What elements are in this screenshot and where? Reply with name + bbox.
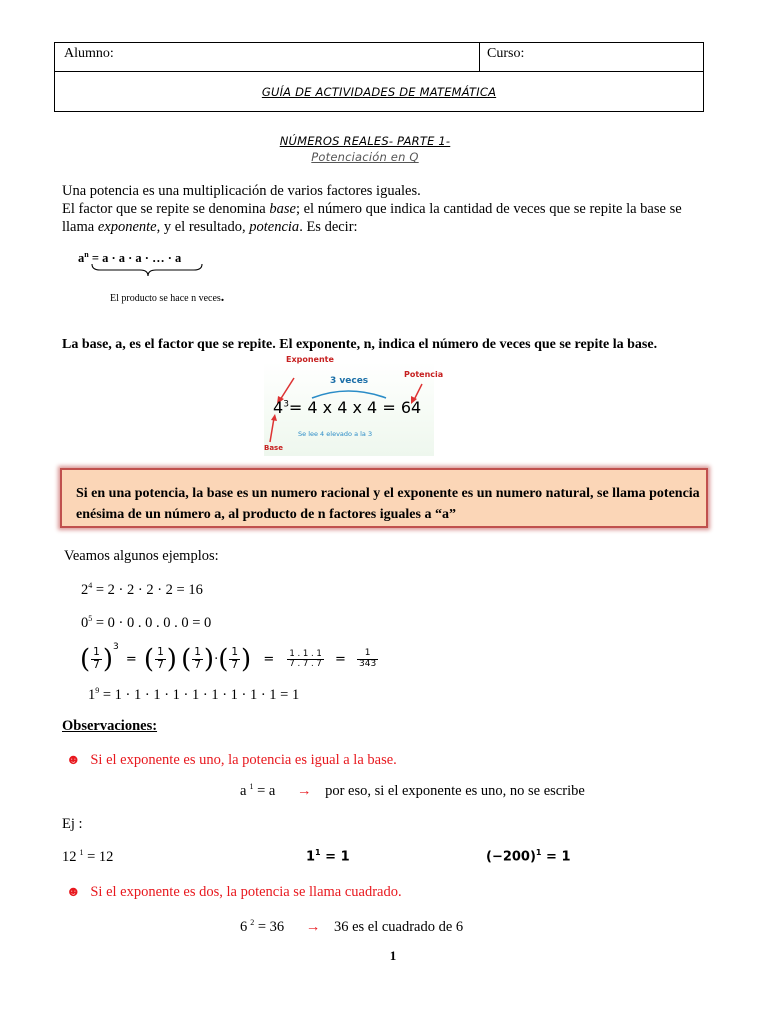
intro-text: , y el resultado, [156, 219, 250, 235]
example-1 [81, 581, 203, 599]
ej1-exp: 1 [79, 848, 84, 857]
arrow-right-icon: → [296, 782, 312, 799]
power-diagram [264, 355, 444, 456]
alumno-label: Alumno: [64, 46, 114, 61]
rule2-exp: 2 [250, 918, 255, 927]
ej3-rest: = 1 [541, 849, 571, 865]
ej1-base: 12 [62, 848, 77, 865]
formula-exponent: n [84, 250, 89, 259]
bullet-2-text: Si el exponente es dos, la potencia se llama cuadrado. [90, 884, 402, 900]
intro-text: El factor que se repite se denomina [62, 201, 270, 217]
ex2-exp: 5 [88, 614, 93, 623]
paren-close: ) [203, 644, 215, 675]
diagram-exponente-label: Exponente [286, 355, 334, 364]
example-3-fraction: ( $\frac{1}{7}$ )$^3$ = ( $\frac{1}{7}$ ) ( $\frac{1}{7}$ )·( $\frac{1}{7}$ ) = $\frac{1 . 1 . 1}{7 . 7 . 7}$ = $\frac{1}{343}$ [80, 642, 377, 675]
example-4 [88, 686, 299, 704]
ex2-base: 0 [81, 614, 89, 631]
bold-statement: La base, a, es el factor que se repite. El exponente, n, indica el número de veces que se repite la base. [62, 337, 658, 352]
result-num: 1 [357, 649, 378, 660]
term-base: base [269, 201, 296, 217]
paren-open: ( [181, 644, 192, 675]
term-potencia: potencia [249, 219, 300, 235]
diagram-potencia-label: Potencia [404, 370, 444, 379]
smiley-icon: ☻ [66, 885, 81, 900]
product-fraction [287, 650, 323, 670]
ej2-base: 1 [306, 849, 316, 865]
brace-note-dot: . [220, 290, 225, 305]
equals-sign: = [125, 652, 137, 667]
ex1-exp: 4 [88, 581, 93, 590]
term-exponente: exponente [97, 219, 157, 235]
page-number: 1 [389, 948, 397, 963]
observaciones-title: Observaciones: [62, 718, 158, 734]
rule2-eq: = 36 [254, 918, 285, 935]
ej-2 [306, 848, 350, 864]
paren-open: ( [143, 644, 155, 675]
rule2-base: 6 [240, 918, 248, 935]
intro-paragraph [62, 182, 712, 236]
fraction [229, 647, 240, 671]
fraction [91, 647, 102, 671]
fraction [192, 647, 203, 671]
ej3-exp: 1 [535, 848, 542, 857]
fraction-exp: 3 [113, 642, 119, 652]
fraction-num: 1 [194, 646, 201, 659]
product-num: 1 . 1 . 1 [289, 648, 322, 659]
intro-line-3 [62, 218, 712, 236]
intro-line-2 [62, 200, 712, 218]
ej-label: Ej : [62, 816, 83, 832]
bullet-1-text: Si el exponente es uno, la potencia es igual a la base. [90, 752, 397, 768]
intro-text: ; el número que indica la cantidad de veces que se repite la base se [295, 201, 682, 217]
rule-2 [240, 918, 463, 936]
diagram-caption: Se lee 4 elevado a la 3 [298, 430, 373, 438]
section-subtitle: Potenciación en Q [311, 150, 419, 164]
curso-label: Curso: [487, 46, 525, 61]
section-title: NÚMEROS REALES- PARTE 1- [279, 134, 451, 148]
header-table [54, 42, 704, 112]
bullet-1 [66, 752, 397, 769]
fraction-num: 1 [231, 646, 239, 659]
brace-note [110, 290, 224, 306]
formula-product: = a · a · a · … · a [88, 251, 182, 266]
examples-intro: Veamos algunos ejemplos: [64, 548, 219, 564]
paren-close: ) [241, 644, 252, 675]
fraction-num: 1 [93, 646, 100, 659]
diagram-equation [273, 398, 421, 417]
underbrace [90, 262, 205, 278]
intro-line-1: Una potencia es una multiplicación de varios factores iguales. [62, 183, 421, 199]
result-fraction [357, 649, 378, 670]
paren-close: ) [166, 644, 177, 675]
ex2-rest: = 0 · 0 . 0 . 0 . 0 = 0 [92, 614, 212, 631]
callout-text: Si en una potencia, la base es un numero racional y el exponente es un numero natural, se llama potencia enésima de un número a, al producto de n factores iguales a “a” [76, 486, 700, 522]
header-divider [479, 43, 480, 71]
ex4-rest: = 1 · 1 · 1 · 1 · 1 · 1 · 1 · 1 · 1 = 1 [99, 686, 300, 703]
rule1-base: a [240, 782, 247, 799]
ej1-rest: = 12 [83, 848, 114, 865]
example-2 [81, 614, 211, 632]
intro-text: llama [62, 219, 98, 235]
guia-title: GUÍA DE ACTIVIDADES DE MATEMÁTICA [261, 85, 497, 99]
fraction-den: 7 [194, 659, 201, 671]
fraction-num: 1 [157, 646, 164, 659]
equals-sign: = [263, 652, 275, 667]
fraction-den: 7 [231, 659, 239, 671]
paren-close: ) [102, 644, 113, 675]
ej3-base: (−200) [486, 849, 536, 865]
paren-open: ( [218, 644, 229, 675]
rule-1 [240, 782, 585, 800]
ex4-base: 1 [88, 686, 96, 703]
ex1-rest: = 2 · 2 · 2 · 2 = 16 [92, 581, 203, 598]
rule2-note: 36 es el cuadrado de 6 [333, 918, 464, 935]
result-den: 343 [359, 659, 377, 669]
arrow-right-icon: → [305, 918, 321, 935]
ex4-exp: 9 [95, 686, 100, 695]
fraction-den: 7 [93, 659, 100, 671]
ej2-exp: 1 [315, 848, 321, 857]
smiley-icon: ☻ [66, 753, 81, 768]
ej2-rest: = 1 [320, 849, 350, 865]
formula-base: a [78, 251, 85, 266]
definition-callout [60, 468, 708, 528]
fraction [155, 647, 166, 671]
product-den: 7 . 7 . 7 [289, 659, 322, 669]
fraction-den: 7 [157, 659, 164, 671]
brace-note-text: El producto se hace n veces [110, 293, 221, 304]
paren-open: ( [80, 644, 91, 675]
ej-1 [62, 848, 113, 866]
diagram-base-digit: 4 [273, 398, 284, 417]
diagram-veces-label: 3 veces [330, 376, 369, 386]
bullet-2 [66, 884, 402, 901]
equals-sign: = [334, 652, 346, 667]
diagram-exp-digit: 3 [283, 399, 289, 410]
rule1-note: por eso, si el exponente es uno, no se escribe [325, 782, 585, 799]
diagram-base-label: Base [264, 444, 283, 452]
diagram-equation-text: = 4 x 4 x 4 = 64 [288, 398, 422, 417]
intro-text: . Es decir: [299, 219, 358, 235]
ej-3 [486, 848, 571, 864]
header-row [55, 43, 703, 72]
ex1-base: 2 [81, 581, 89, 598]
rule1-eq: = a [253, 782, 276, 799]
rule1-exp: 1 [249, 782, 254, 791]
